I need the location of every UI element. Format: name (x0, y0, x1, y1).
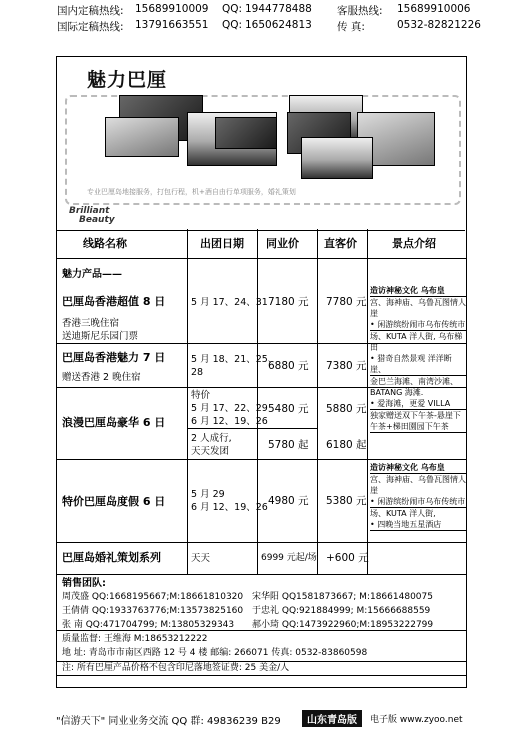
intro-block-1 (370, 285, 466, 433)
row2-dates-2: 28 (191, 367, 204, 378)
intl-number: 13791663551 (135, 19, 209, 31)
footer-site: 电子版 www.zyoo.net (370, 715, 463, 725)
intro2-line: • 闲游缤纷闹市乌布传统市 (370, 497, 466, 506)
price-note: 注: 所有巴厘产品价格不包含印尼落地签证费: 25 美金/人 (62, 663, 290, 673)
row2-direct: 7380 元 (326, 360, 367, 372)
header-route: 线路名称 (83, 237, 127, 250)
fax-label: 传 真: (337, 21, 365, 33)
row3-peer: 5480 元 (268, 403, 309, 415)
row3-dates-1: 5 月 17、22、29 (191, 403, 268, 414)
table-rule (57, 459, 466, 460)
intl-label: 国际定稿热线: (57, 21, 124, 33)
row3-peer-2: 5780 起 (268, 439, 309, 451)
intro1-line: • 闲游缤纷闹市乌布传统市 (370, 320, 466, 329)
row3-special: 特价 (191, 390, 211, 401)
section-title: 魅力产品—— (62, 269, 122, 280)
sales-contact: 于忠礼 QQ:921884999; M:15666688559 (252, 606, 431, 616)
row2-dates-1: 5 月 18、21、25、 (191, 354, 278, 365)
intro1-line: BATANG 海滩. (370, 388, 424, 397)
fax-number: 0532-82821226 (397, 19, 481, 31)
sales-title: 销售团队: (62, 578, 106, 589)
row5-dates: 天天 (191, 553, 211, 564)
photo-temple (105, 117, 179, 157)
row1-sub1: 香港三晚住宿 (62, 318, 120, 329)
qq1-number: 1944778488 (245, 3, 312, 15)
intro-block-2 (370, 462, 466, 531)
row2-peer: 6880 元 (268, 360, 309, 372)
intro2-line: 场、KUTA 洋人街, (370, 509, 436, 518)
domestic-label: 国内定稿热线: (57, 5, 124, 17)
row4-name: 特价巴厘岛度假 6 日 (62, 495, 166, 508)
intro2-line: 造访神秘文化 乌布皇 (370, 462, 466, 474)
sales-contact: 周茂盛 QQ:1668195667;M:18661810320 (62, 592, 244, 602)
header-attractions: 景点介绍 (392, 237, 436, 250)
row5-direct: +600 元 (326, 552, 369, 564)
logo-line-2: Beauty (79, 215, 115, 225)
row4-dates-2: 6 月 12、19、26 (191, 502, 268, 513)
row3-direct-2: 6180 起 (326, 439, 367, 451)
footer-text: "信游天下" 同业业务交流 QQ 群: 49836239 B29 (56, 716, 281, 727)
table-rule (187, 428, 317, 429)
photo-coast (301, 137, 373, 179)
row1-direct: 7780 元 (326, 296, 367, 308)
intro2-line: • 四晚当地五星酒店 (370, 519, 466, 531)
row3-group-2: 天天发团 (191, 446, 230, 457)
row5-name: 巴厘岛婚礼策划系列 (62, 551, 161, 564)
table-rule (57, 542, 466, 543)
service-label: 客服热线: (337, 5, 383, 17)
row3-name: 浪漫巴厘岛豪华 6 日 (62, 416, 166, 429)
row5-peer: 6999 元起/场 (261, 553, 317, 563)
sales-contact: 宋华阳 QQ1581873667; M:18661480075 (252, 592, 433, 602)
table-col-rule (187, 229, 188, 574)
brand-logo (69, 207, 115, 225)
table-rule (57, 258, 466, 259)
photo-villa (215, 117, 277, 149)
service-number: 15689910006 (397, 3, 471, 15)
qq2-label: QQ: (222, 19, 243, 31)
sales-contact: 张 南 QQ:471704799; M:13805329343 (62, 620, 235, 630)
row3-dates-2: 6 月 12、19、26 (191, 416, 268, 427)
banner-caption: 专业巴厘岛地接服务，打包行程，机+酒自由行单项服务，婚礼策划 (87, 188, 296, 196)
intro1-line: 独家赠送双下午茶-悬崖下 (370, 411, 461, 420)
table-rule (57, 574, 466, 575)
intro2-line: 崖 (370, 486, 378, 495)
intro1-line: 宫、海神庙、乌鲁瓦图情人 (370, 298, 466, 307)
row4-direct: 5380 元 (326, 495, 367, 507)
row4-dates-1: 5 月 29 (191, 489, 225, 500)
qq2-number: 1650624813 (245, 19, 312, 31)
intro1-line: 金巴兰海滩、南湾沙滩、 (370, 377, 458, 386)
row1-name: 巴厘岛香港超值 8 日 (62, 295, 166, 308)
row3-direct: 5880 元 (326, 403, 367, 415)
table-rule (57, 675, 466, 676)
header-peer-price: 同业价 (266, 237, 299, 250)
row1-peer: 7180 元 (268, 296, 309, 308)
sales-contact: 王倩倩 QQ:1933763776;M:13573825160 (62, 606, 244, 616)
address: 地 址: 青岛市市南区西路 12 号 4 楼 邮编: 266071 传真: 0532-83860598 (62, 648, 368, 658)
intro1-line: 造访神秘文化 乌布皇 (370, 285, 466, 297)
table-col-rule (317, 229, 318, 574)
logo-line-1: Brilliant (69, 206, 110, 216)
header-direct-price: 直客价 (324, 237, 357, 250)
row4-peer: 4980 元 (268, 495, 309, 507)
intro1-line: 崖 (370, 309, 378, 318)
qq1-label: QQ: (222, 3, 243, 15)
row2-name: 巴厘岛香港魅力 7 日 (62, 351, 166, 364)
row2-sub: 赠送香港 2 晚住宿 (62, 372, 141, 383)
table-col-rule (367, 229, 368, 574)
intro1-line: 场、KUTA 洋人街, 乌布梯田 (370, 332, 463, 352)
row1-sub2: 送迪斯尼乐园门票 (62, 331, 139, 342)
row3-group-1: 2 人成行, (191, 433, 232, 444)
intro1-line: 午茶+梯田園园下午茶 (370, 421, 466, 433)
banner-title: 魅力巴厘 (87, 69, 168, 91)
header-dates: 出团日期 (200, 237, 244, 250)
edition-badge: 山东青岛版 (302, 710, 362, 727)
intro1-line: • 爱海滩，更爱 VILLA (370, 398, 466, 410)
banner (57, 57, 465, 231)
sales-contact: 郝小琦 QQ:1473922960;M:18953222799 (252, 620, 434, 630)
row1-dates: 5 月 17、24、31 (191, 297, 268, 308)
domestic-number: 15689910009 (135, 3, 209, 15)
quality-supervisor: 质量监督: 王维海 M:18653212222 (62, 634, 208, 644)
intro1-line: • 猎奇自然景观 洋洋断崖、 (370, 353, 466, 376)
intro2-line: 宫、海神庙、乌鲁瓦图情人 (370, 475, 466, 484)
